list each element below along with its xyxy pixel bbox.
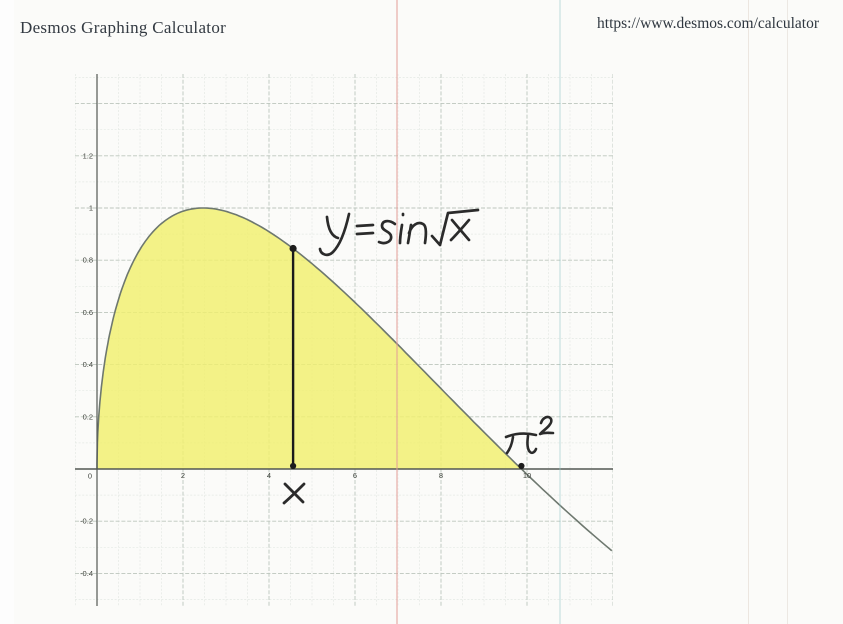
svg-text:0: 0: [87, 471, 92, 481]
x-annotation: [284, 484, 304, 503]
svg-text:6: 6: [352, 471, 358, 480]
svg-text:0.8: 0.8: [82, 255, 93, 265]
svg-text:1.2: 1.2: [82, 151, 93, 161]
page-title: Desmos Graphing Calculator: [20, 18, 227, 37]
svg-text:-0.2: -0.2: [80, 516, 93, 526]
equation-annotation: [320, 210, 478, 255]
svg-text:2: 2: [180, 471, 186, 480]
svg-text:8: 8: [438, 471, 444, 480]
svg-text:10: 10: [522, 471, 532, 480]
svg-text:0.4: 0.4: [82, 360, 93, 370]
svg-text:4: 4: [266, 471, 272, 480]
svg-text:-0.4: -0.4: [80, 568, 93, 578]
svg-text:0.6: 0.6: [82, 307, 93, 317]
page-url: https://www.desmos.com/calculator: [597, 15, 819, 32]
pi-squared-annotation: [506, 417, 553, 453]
svg-text:0.2: 0.2: [82, 412, 93, 422]
svg-text:1: 1: [88, 203, 93, 213]
